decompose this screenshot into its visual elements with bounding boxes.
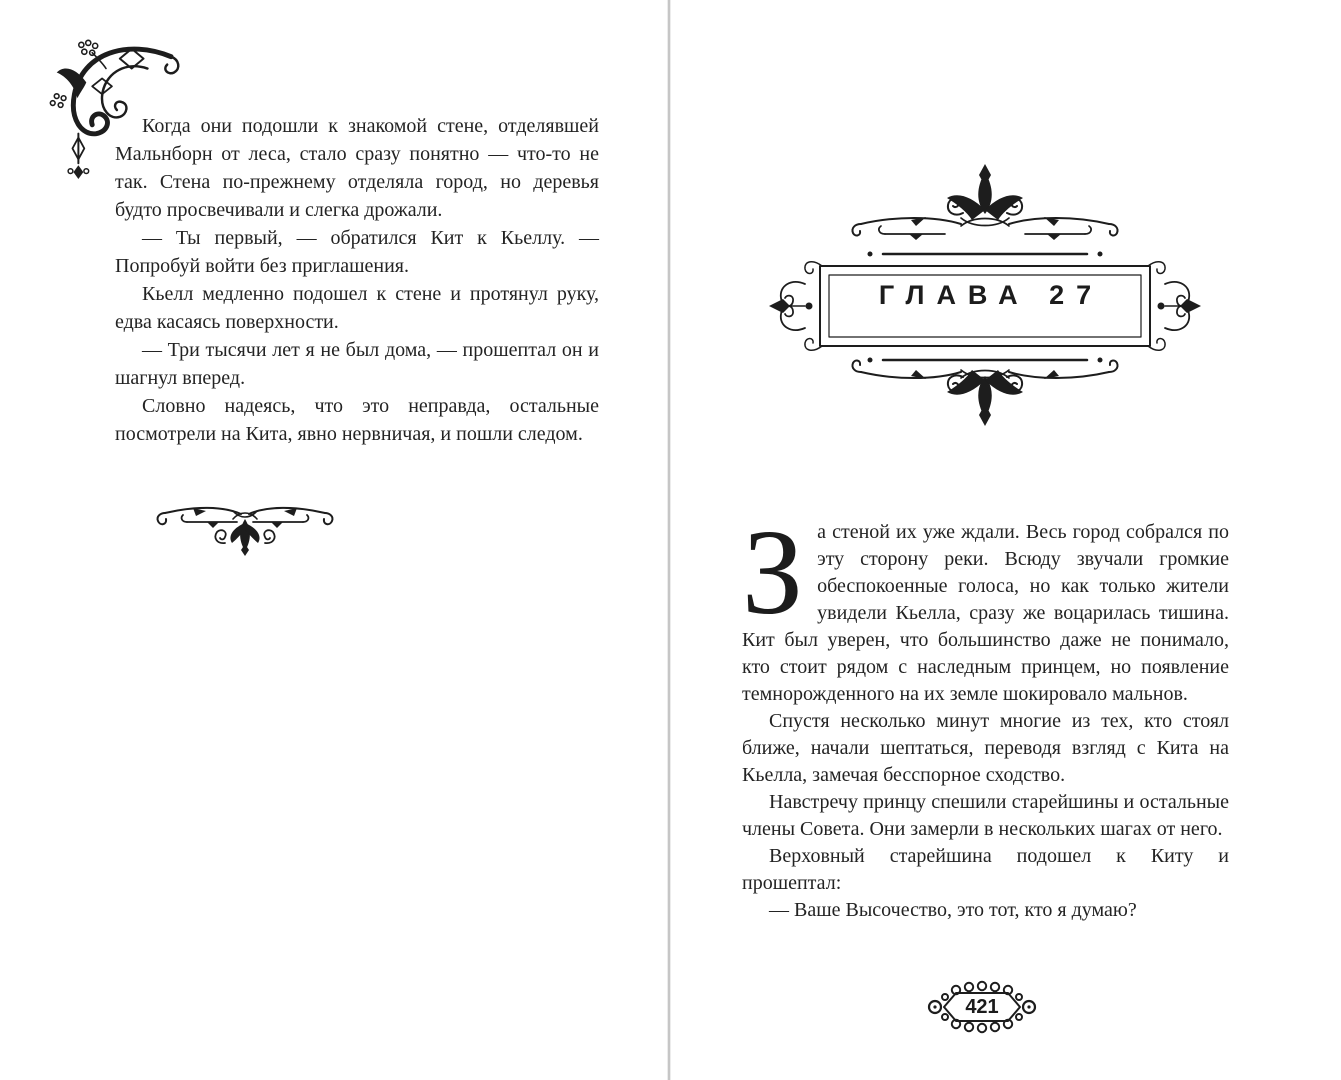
page-right[interactable] [670,0,1341,1080]
chapter-title: ГЛАВА 27 [878,280,1104,310]
paragraph-text: а стеной их уже ждали. Весь город собрался по эту сторону реки. Всюду звучали громкие обеспокоенные голоса, но как только жители увидели Кьелла, сразу же воцарилась тишина. Кит был уверен, что большинство даже не понимало, кто стоит рядом с наследным принцем, но появление темнорожденного на их земле шокировало мальнов. [742,521,1229,705]
paragraph: Навстречу принцу спешили старейшины и остальные члены Совета. Они замерли в нескольких шагах от него. [742,791,1229,840]
paragraph: Верховный старейшина подошел к Киту и прошептал: [742,845,1229,894]
paragraph: Когда они подошли к знакомой стене, отделявшей Мальнборн от леса, стало сразу понятно — что-то не так. Стена по-прежнему отделяла город, но деревья будто просвечивали и слегка дрожали. [115,115,599,221]
paragraph: Спустя несколько минут многие из тех, кто стоял ближе, начали шептаться, переводя взгляд с Кита на Кьелла, замечая бесспорное сходство. [742,710,1229,786]
page-number: 421 [965,996,999,1018]
page-left[interactable] [0,0,668,1080]
section-divider-icon [153,498,337,556]
paragraph: — Ты первый, — обратился Кит к Кьеллу. — Попробуй войти без приглашения. [115,227,599,277]
paragraph-with-dropcap [742,505,1229,708]
paragraph: — Три тысячи лет я не был дома, — прошептал он и шагнул вперед. [115,339,599,389]
left-page-text [115,112,599,448]
right-page-text [742,505,1229,924]
dropcap-letter: З [742,505,804,640]
page-gutter-divider [668,0,670,1080]
paragraph: Словно надеясь, что это неправда, остальные посмотрели на Кита, явно нервничая, и пошли следом. [115,395,599,445]
paragraph: Кьелл медленно подошел к стене и протянул руку, едва касаясь поверхности. [115,283,599,333]
paragraph: — Ваше Высочество, это тот, кто я думаю? [769,899,1137,921]
